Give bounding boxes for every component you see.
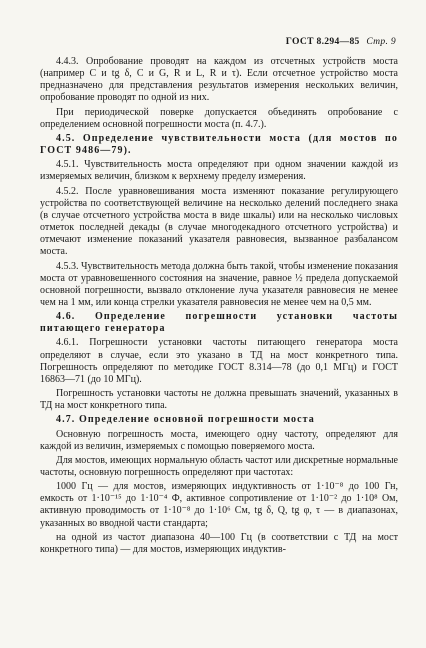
paragraph: 4.4.3. Опробование проводят на каждом из отсчетных устройств моста (например С и tg δ, С и G, R и L, R и τ). Если отсчетное устройство моста предназначено для представления результатов измерения нескольких величин, опробование проводят по одной из них. — [40, 56, 398, 104]
section-heading: 4.6. Определение погрешности установки частоты питающего генератора — [40, 311, 398, 335]
paragraph: 4.6.1. Погрешности установки частоты питающего генератора моста определяют в случае, если это указано в ТД на мост конкретного типа. Погрешность определяют по методике ГОСТ 8.314—78 (до 0,1 МГц) и ГОСТ 16863—71 (до 10 МГц). — [40, 337, 398, 385]
paragraph: на одной из частот диапазона 40—100 Гц (в соответствии с ТД на мост конкретного типа) — для мостов, измеряющих индуктив- — [40, 531, 398, 555]
paragraph: 4.5.3. Чувствительность метода должна быть такой, чтобы изменение показания моста от уравновешенного состояния на значение, равное ½ предела допускаемой основной погрешности, вызвало отклонение луча указателя равновесия не менее чем на 1 мм, или конца стрелки указателя равновесия не менее чем на 0,5 мм. — [40, 260, 398, 308]
section-heading: 4.5. Определение чувствительности моста (для мостов по ГОСТ 9486—79). — [40, 132, 398, 157]
paragraph: 1000 Гц — для мостов, измеряющих индуктивность от 1·10⁻⁸ до 100 Гн, емкость от 1·10⁻¹⁵ до 1·10⁻⁴ Ф, активное сопротивление от 1·10⁻² до 1·10⁸ Ом, активную проводимость от 1·10⁻⁸ до 1·10⁶ См, tg δ, Q, tg φ, τ — в диапазонах, указанных во вводной части стандарта; — [40, 481, 398, 529]
page-number: Стр. 9 — [366, 36, 396, 47]
standard-number: ГОСТ 8.294—85 — [285, 36, 360, 47]
page-header — [286, 36, 396, 47]
section-heading: 4.7. Определение основной погрешности моста — [56, 414, 315, 426]
paragraph: 4.5.1. Чувствительность моста определяют при одном значении каждой из измеряемых величин, близком к верхнему пределу измерения. — [40, 159, 398, 183]
paragraph: 4.5.2. После уравновешивания моста изменяют показание регулирующего устройства по соответствующей величине на несколько делений последнего знака (в случае отсчетного устройства моста в виде шкалы) или на несколько числовых отметок последней декады (в случае многодекадного отсчетного устройства) и отмечают изменение показаний указателя равновесия, вызванное разбалансом моста. — [40, 185, 398, 258]
document-body — [40, 56, 398, 558]
paragraph: При периодической поверке допускается объединять опробование с определением основной погрешности моста (п. 4.7.). — [40, 106, 398, 130]
paragraph: Погрешность установки частоты не должна превышать значений, указанных в ТД на мост конкретного типа. — [40, 388, 398, 412]
paragraph: Основную погрешность моста, имеющего одну частоту, определяют для каждой из величин, измеряемых с помощью поверяемого моста. — [40, 428, 398, 452]
paragraph: Для мостов, имеющих нормальную область частот или дискретные нормальные частоты, основную погрешность определяют при частотах: — [40, 454, 398, 478]
